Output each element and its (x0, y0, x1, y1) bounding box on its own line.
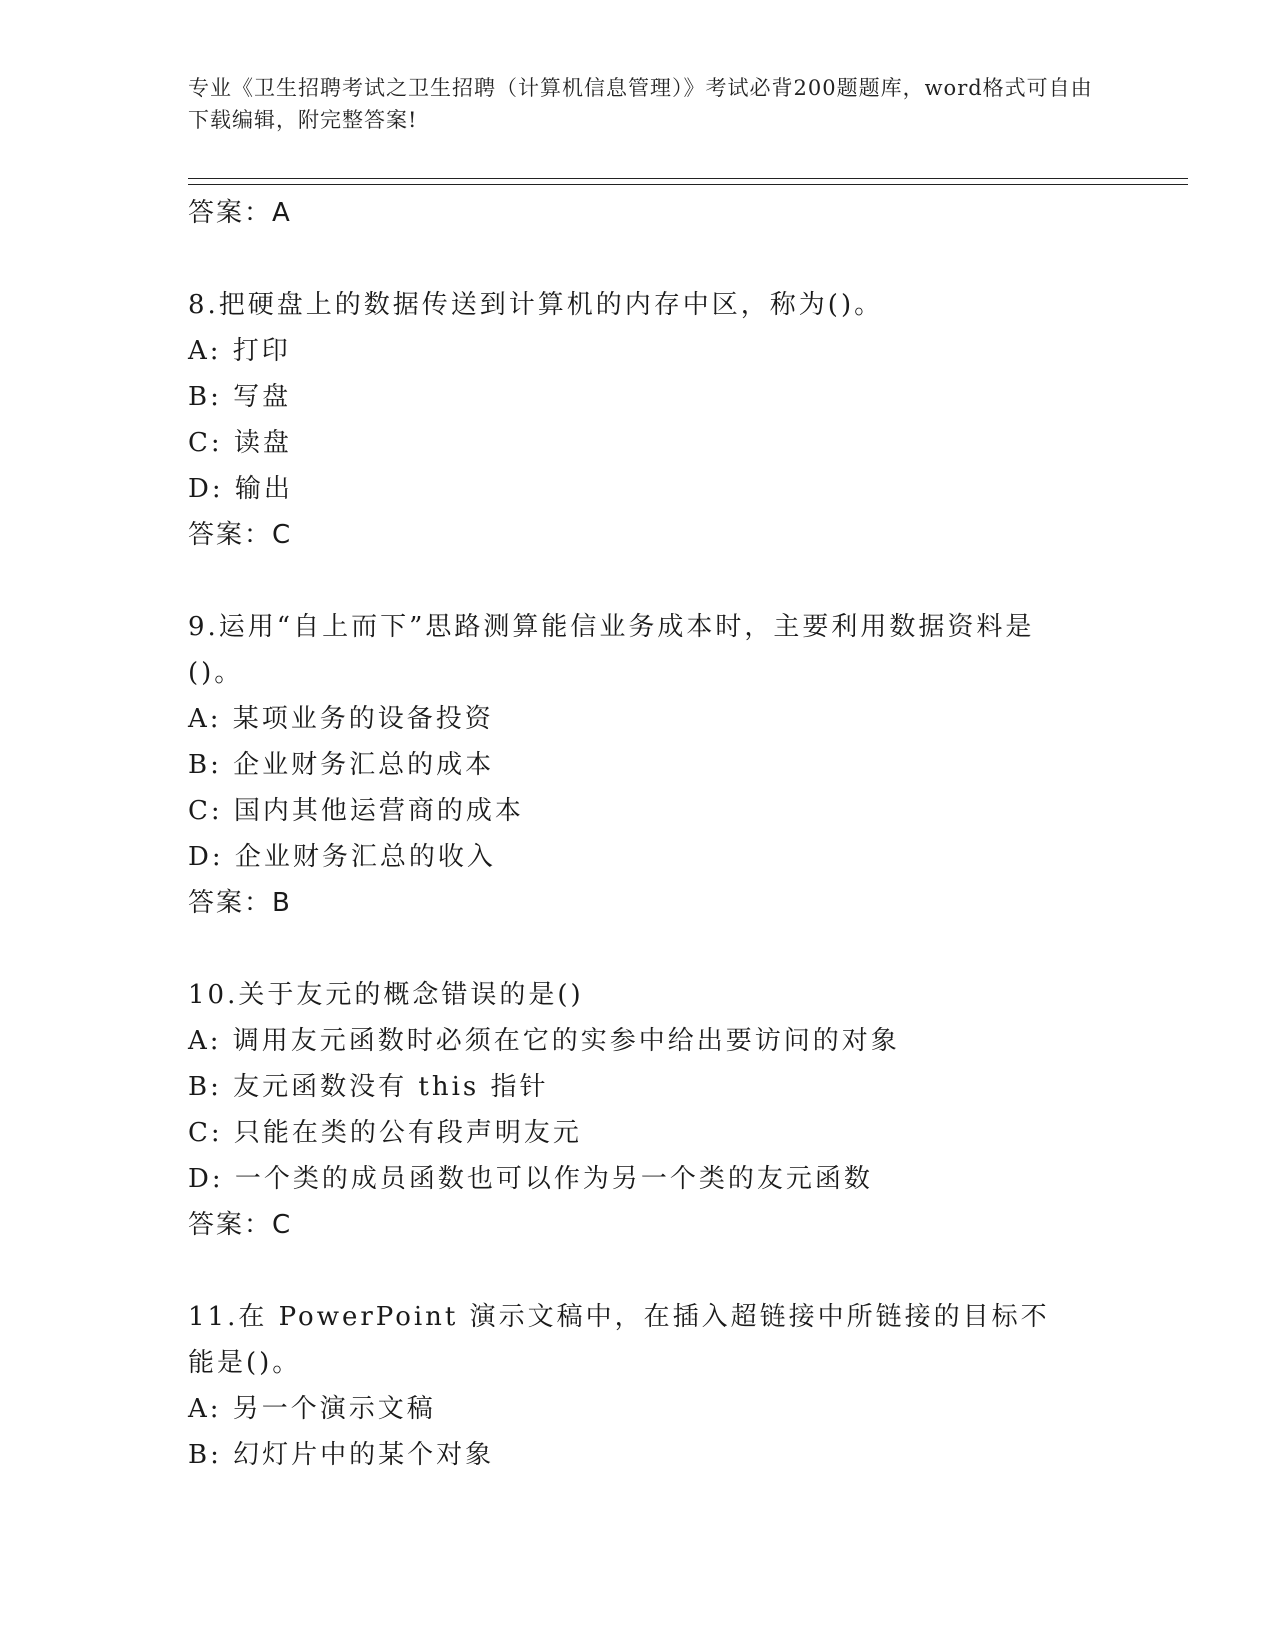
option-d: D: 一个类的成员函数也可以作为另一个类的友元函数 (188, 1164, 873, 1194)
option-a: A: 另一个演示文稿 (188, 1394, 436, 1424)
option-c: C: 只能在类的公有段声明友元 (188, 1118, 582, 1148)
document-header: 专业《卫生招聘考试之卫生招聘（计算机信息管理）》考试必背200题题库，word格式可自由下载编辑，附完整答案! (188, 76, 1093, 132)
option-b: B: 友元函数没有 this 指针 (188, 1072, 549, 1102)
option-b: B: 幻灯片中的某个对象 (188, 1440, 495, 1470)
option-d: D: 输出 (188, 474, 293, 504)
option-b: B: 写盘 (188, 382, 292, 412)
header-divider-bottom (188, 184, 1188, 185)
option-c: C: 国内其他运营商的成本 (188, 796, 524, 826)
question-stem: 11.在 PowerPoint 演示文稿中，在插入超链接中所链接的目标不能是()。 (188, 1302, 1050, 1378)
answer-line: 答案：B (188, 888, 292, 918)
question-block (188, 604, 1188, 926)
question-block (188, 1294, 1188, 1478)
question-block (188, 972, 1188, 1248)
option-a: A: 调用友元函数时必须在它的实参中给出要访问的对象 (188, 1026, 900, 1056)
header-divider-top (188, 178, 1188, 179)
question-stem: 8.把硬盘上的数据传送到计算机的内存中区，称为()。 (188, 290, 884, 320)
question-stem: 10.关于友元的概念错误的是() (188, 980, 584, 1010)
option-a: A: 某项业务的设备投资 (188, 704, 494, 734)
question-list (188, 190, 1188, 1478)
question-block (188, 282, 1188, 558)
option-b: B: 企业财务汇总的成本 (188, 750, 495, 780)
answer-line: 答案：A (188, 198, 292, 228)
answer-line: 答案：C (188, 1210, 293, 1240)
option-c: C: 读盘 (188, 428, 292, 458)
option-d: D: 企业财务汇总的收入 (188, 842, 496, 872)
answer-line: 答案：C (188, 520, 293, 550)
option-a: A: 打印 (188, 336, 291, 366)
question-stem: 9.运用“自上而下”思路测算能信业务成本时，主要利用数据资料是()。 (188, 612, 1035, 688)
